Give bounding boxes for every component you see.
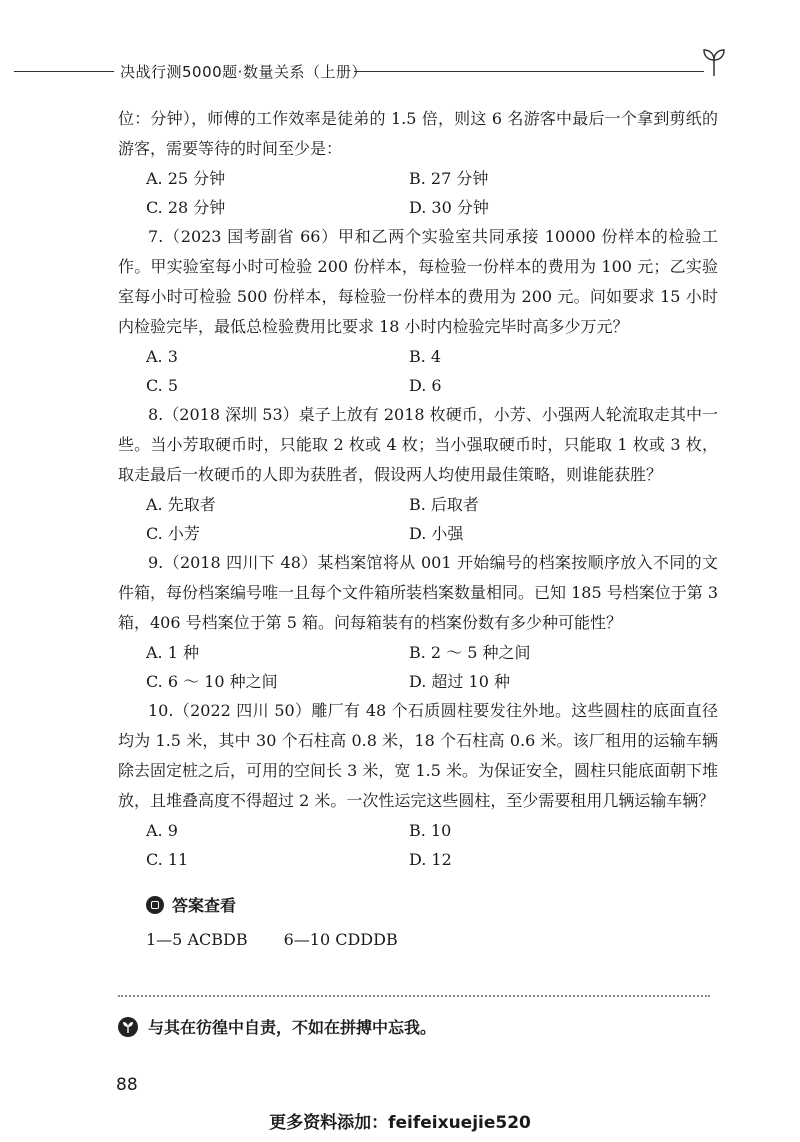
motto [118,1015,436,1038]
q6-option-a: A. 25 分钟 [146,169,226,188]
q7-option-b: B. 4 [409,347,442,366]
page-number: 88 [116,1075,138,1095]
q10-option-c: C. 11 [146,850,189,869]
q10-options [118,816,718,874]
dotted-divider [118,995,710,997]
running-header [14,56,714,86]
answer-section [118,893,718,949]
answer-key [118,930,718,949]
q6-options [118,164,718,222]
motto-text: 与其在彷徨中自责，不如在拼搏中忘我。 [148,1018,437,1037]
q7-option-d: D. 6 [409,376,442,395]
q8-option-c: C. 小芳 [146,524,200,543]
q10-option-a: A. 9 [146,821,178,840]
header-rule-left [14,71,114,72]
q6-option-b: B. 27 分钟 [409,169,489,188]
q7-options [118,342,718,400]
q8-text: 8.（2018 深圳 53）桌子上放有 2018 枚硬币，小芳、小强两人轮流取走其中一些。当小芳取硬币时，只能取 2 枚或 4 枚；当小强取硬币时，只能取 1 枚或 3 枚，取走最后一枚硬币的人即为获胜者，假设两人均使用最佳策略，则谁能获胜？ [118,405,718,484]
q8-option-a: A. 先取者 [146,495,216,514]
q7-text: 7.（2023 国考副省 66）甲和乙两个实验室共同承接 10000 份样本的检验工作。甲实验室每小时可检验 200 份样本，每检验一份样本的费用为 100 元；乙实验室每小时可检验 500 份样本，每检验一份样本的费用为 200 元。问如要求 15 小时内检验完毕，最低总检验费用比要求 18 小时内检验完毕时高多少万元？ [118,227,718,336]
q9-option-a: A. 1 种 [146,643,199,662]
q8-option-d: D. 小强 [409,524,464,543]
q9-text: 9.（2018 四川下 48）某档案馆将从 001 开始编号的档案按顺序放入不同的文件箱，每份档案编号唯一且每个文件箱所装档案数量相同。已知 185 号档案位于第 3 箱，406 号档案位于第 5 箱。问每箱装有的档案份数有多少种可能性？ [118,553,718,632]
q8-option-b: B. 后取者 [409,495,479,514]
q10-text: 10.（2022 四川 50）雕厂有 48 个石质圆柱要发往外地。这些圆柱的底面直径均为 1.5 米，其中 30 个石柱高 0.8 米，18 个石柱高 0.6 米。该厂租用的运输车辆除去固定桩之后，可用的空间长 3 米，宽 1.5 米。为保证安全，圆柱只能底面朝下堆放，且堆叠高度不得超过 2 米。一次性运完这些圆柱，至少需要租用几辆运输车辆？ [118,701,718,810]
sprout-badge-icon [118,1017,138,1037]
q8-options [118,490,718,548]
q10-option-b: B. 10 [409,821,452,840]
answer-heading [118,893,718,916]
q9-options [118,638,718,696]
q6-continuation: 位：分钟），师傅的工作效率是徒弟的 1.5 倍，则这 6 名游客中最后一个拿到剪纸的游客，需要等待的时间至少是： [118,109,718,158]
sprout-icon [698,46,730,78]
answer-group-2: 6—10 CDDDB [283,930,398,949]
q6-option-d: D. 30 分钟 [409,198,489,217]
q10-option-d: D. 12 [409,850,452,869]
q7-option-a: A. 3 [146,347,178,366]
q9-option-b: B. 2 ～ 5 种之间 [409,643,531,662]
answer-check-icon [146,896,164,914]
answer-group-1: 1—5 ACBDB [146,930,248,949]
q9-option-c: C. 6 ～ 10 种之间 [146,672,278,691]
header-rule-right [354,71,704,72]
header-title: 决战行测5000题·数量关系（上册） [120,63,367,81]
question-content [118,104,718,874]
footer-note: 更多资料添加：feifeixuejie520 [269,1113,531,1133]
answer-title: 答案查看 [172,896,237,915]
q9-option-d: D. 超过 10 种 [409,672,510,691]
q6-option-c: C. 28 分钟 [146,198,226,217]
q7-option-c: C. 5 [146,376,179,395]
